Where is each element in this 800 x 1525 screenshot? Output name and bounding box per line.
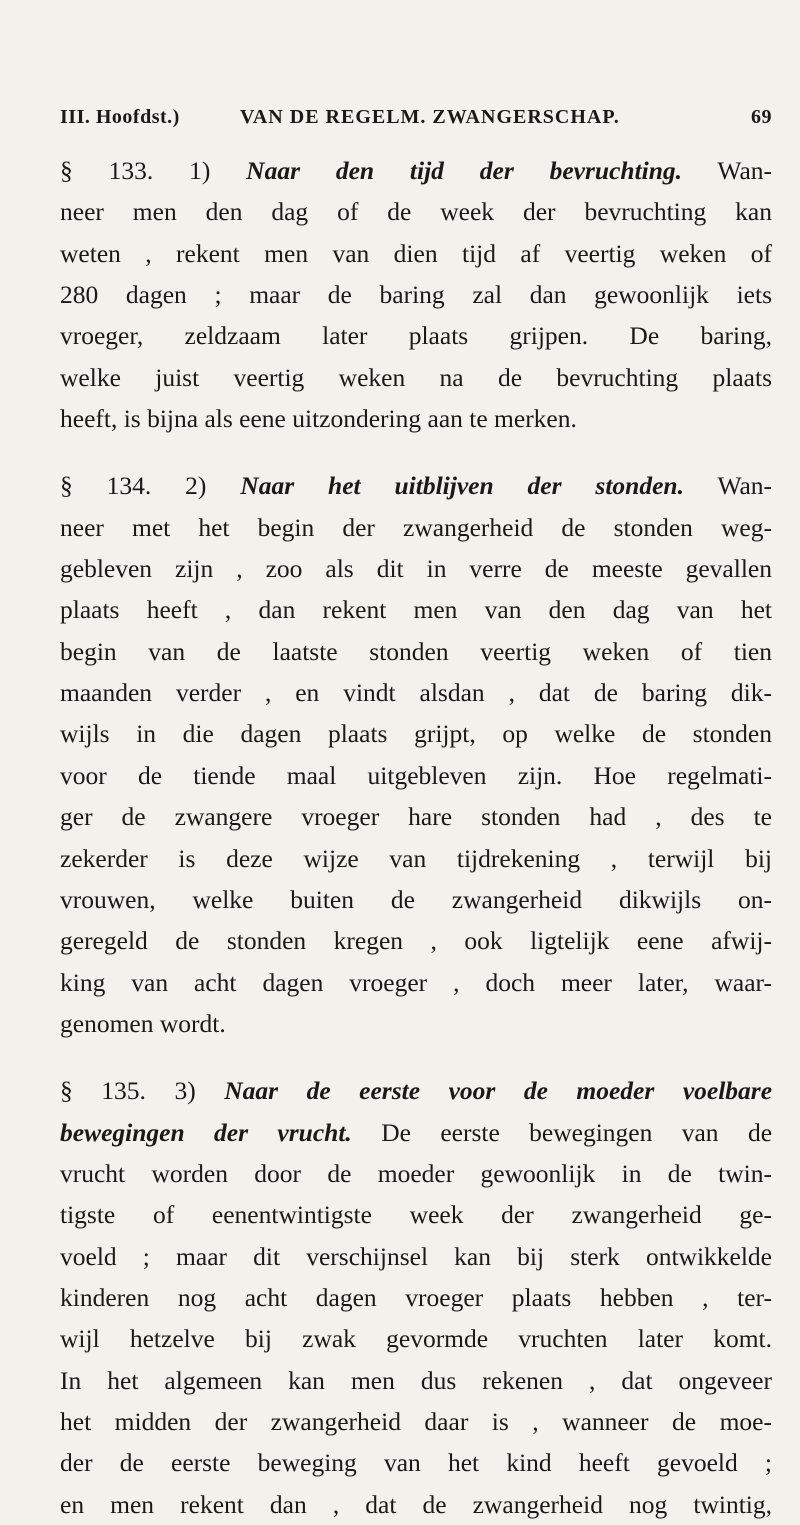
text-line: In het algemeen kan men dus rekenen , dat ongeveer [60, 1365, 772, 1395]
text-line: wijls in die dagen plaats grijpt, op welke de stonden [60, 719, 772, 749]
text-line: en men rekent dan , dat de zwangerheid nog twintig, [60, 1489, 772, 1519]
section-number: § 135. [60, 1076, 146, 1106]
text-line: vroeger, zeldzaam later plaats grijpen. De baring, [60, 321, 772, 351]
text-line: tigste of eenentwintigste week der zwangerheid ge- [60, 1200, 772, 1230]
text-line: vrucht worden door de moeder gewoonlijk in de twin- [60, 1158, 772, 1188]
body-text [60, 150, 772, 1525]
paragraph-133 [60, 150, 772, 439]
text-line: kinderen nog acht dagen vroeger plaats hebben , ter- [60, 1282, 772, 1312]
text-line: wijl hetzelve bij zwak gevormde vruchten later komt. [60, 1324, 772, 1354]
paragraph-first-line [60, 150, 772, 191]
text-line: 280 dagen ; maar de baring zal dan gewoonlijk iets [60, 280, 772, 310]
paragraph-134 [60, 465, 772, 1044]
text-line: genomen wordt. [60, 1008, 226, 1038]
section-heading: Naar den tijd der bevruchting. [246, 156, 683, 185]
text-line: voor de tiende maal uitgebleven zijn. Hoe regelmati- [60, 760, 772, 790]
text-line: het midden der zwangerheid daar is , wanneer de moe- [60, 1406, 772, 1436]
paragraph-second-line [60, 1112, 772, 1153]
line-text: De eerste bewegingen van de [381, 1117, 773, 1147]
section-number: § 133. [60, 156, 154, 185]
running-title: VAN DE REGELM. ZWANGERSCHAP. [240, 106, 620, 128]
chapter-label: III. Hoofdst.) [60, 106, 180, 128]
line-text: Wan- [717, 471, 773, 501]
section-heading: Naar de eerste voor de moeder voelbare [224, 1076, 773, 1106]
text-line: ger de zwangere vroeger hare stonden had , des te [60, 802, 772, 832]
text-line: weten , rekent men van dien tijd af veertig weken of [60, 238, 772, 268]
text-line: gebleven zijn , zoo als dit in verre de meeste gevallen [60, 554, 772, 584]
text-line: zekerder is deze wijze van tijdrekening , terwijl bij [60, 843, 772, 873]
item-number: 3) [174, 1076, 196, 1106]
text-line: geregeld de stonden kregen , ook ligtelijk eene afwij- [60, 926, 772, 956]
line-text: Wan- [717, 156, 773, 185]
text-line: begin van de laatste stonden veertig weken of tien [60, 636, 772, 666]
section-heading: Naar het uitblijven der stonden. [240, 471, 684, 501]
paragraph-first-line [60, 465, 772, 506]
item-number: 2) [185, 471, 207, 501]
section-heading-continued: bewegingen der vrucht. [60, 1117, 352, 1147]
text-line: neer met het begin der zwangerheid de stonden weg- [60, 512, 772, 542]
page-number: 69 [751, 106, 772, 128]
item-number: 1) [189, 156, 211, 185]
text-line: welke juist veertig weken na de bevruchting plaats [60, 362, 772, 392]
section-number: § 134. [60, 471, 152, 501]
paragraph-first-line [60, 1070, 772, 1111]
text-line: king van acht dagen vroeger , doch meer later, waar- [60, 967, 772, 997]
text-line: heeft, is bijna als eene uitzondering aan te merken. [60, 404, 577, 434]
running-head [60, 106, 772, 136]
text-line: neer men den dag of de week der bevruchting kan [60, 197, 772, 227]
text-line: maanden verder , en vindt alsdan , dat de baring dik- [60, 678, 772, 708]
text-line: plaats heeft , dan rekent men van den dag van het [60, 595, 772, 625]
paragraph-135 [60, 1070, 772, 1525]
text-line: voeld ; maar dit verschijnsel kan bij sterk ontwikkelde [60, 1241, 772, 1271]
text-line: vrouwen, welke buiten de zwangerheid dikwijls on- [60, 884, 772, 914]
text-line: der de eerste beweging van het kind heeft gevoeld ; [60, 1448, 772, 1478]
